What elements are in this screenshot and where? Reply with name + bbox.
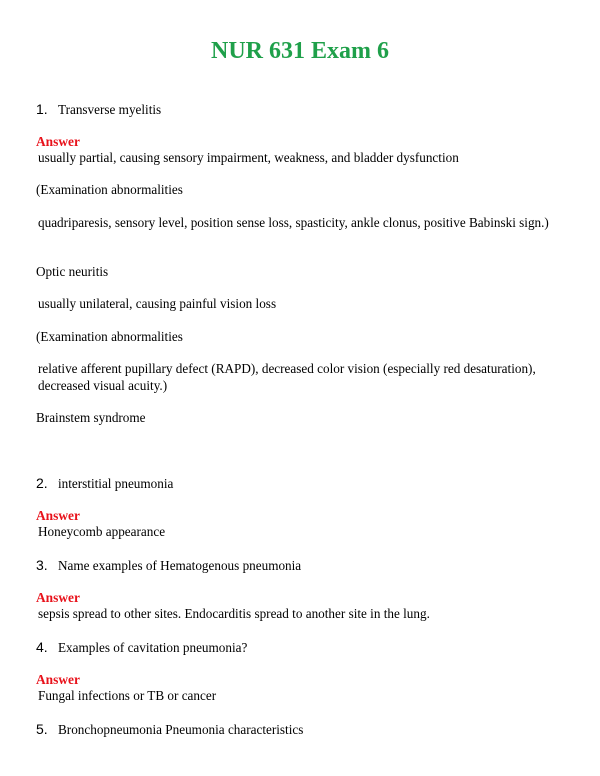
question-4 [36,639,560,657]
question-text: interstitial pneumonia [58,476,174,491]
answer-label: Answer [36,508,80,523]
question-2 [36,475,560,493]
question-3 [36,557,560,575]
question-number: 2. [36,475,48,491]
question-number: 4. [36,639,48,655]
answer-line: quadriparesis, sensory level, position sense loss, spasticity, ankle clonus, positive Babinski sign.) [38,215,549,230]
question-text: Bronchopneumonia Pneumonia characteristics [58,722,304,737]
question-text: Examples of cavitation pneumonia? [58,640,248,655]
answer-line: Fungal infections or TB or cancer [38,688,217,703]
question-number: 1. [36,101,48,117]
answer-line: relative afferent pupillary defect (RAPD), decreased color vision (especially red desaturation), decreased visual acuity.) [38,361,536,393]
answer-line: (Examination abnormalities [36,182,183,197]
question-1 [36,101,560,119]
answer-label: Answer [36,134,80,149]
question-5 [36,721,560,739]
question-text: Transverse myelitis [58,102,162,117]
answer-line: Brainstem syndrome [36,410,146,425]
answer-label: Answer [36,672,80,687]
answer-line: Optic neuritis [36,264,109,279]
answer-line: (Examination abnormalities [36,329,183,344]
answer-line: Honeycomb appearance [38,524,166,539]
question-text: Name examples of Hematogenous pneumonia [58,558,302,573]
question-number: 5. [36,721,48,737]
answer-line: sepsis spread to other sites. Endocarditis spread to another site in the lung. [38,606,430,621]
answer-line: usually partial, causing sensory impairment, weakness, and bladder dysfunction [38,150,459,165]
question-number: 3. [36,557,48,573]
answer-label: Answer [36,590,80,605]
document-title: NUR 631 Exam 6 [211,38,389,64]
answer-line: usually unilateral, causing painful vision loss [38,296,277,311]
